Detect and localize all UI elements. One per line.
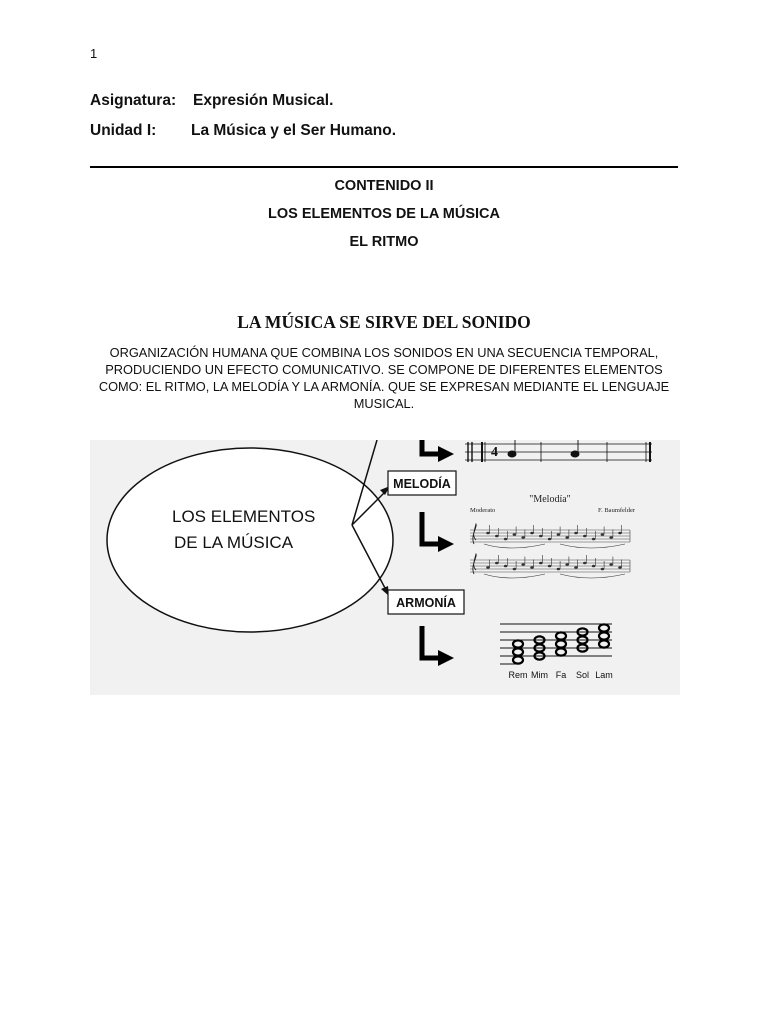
melody-staff-1 <box>470 524 630 548</box>
melody-note <box>565 563 569 566</box>
melody-note <box>495 535 499 538</box>
music-elements-diagram <box>90 440 680 695</box>
chord-note <box>599 624 609 631</box>
heading-rhythm: EL RITMO <box>349 234 419 250</box>
melody-note <box>557 568 561 571</box>
center-label-line1: LOS ELEMENTOS <box>172 507 316 526</box>
melody-note <box>486 566 490 569</box>
melody-note <box>539 562 543 565</box>
intro-paragraph: ORGANIZACIÓN HUMANA QUE COMBINA LOS SONIDOS EN UNA SECUENCIA TEMPORAL, PRODUCIENDO UN EFECTO COMUNICATIVO. SE COMPONE DE DIFERENTES ELEMENTOS COMO: EL RITMO, LA MELODÍA Y LA ARMONÍA. QUE SE EXPRESAN MEDIANTE EL LENGUAJE MUSICAL. <box>98 345 670 411</box>
chord-note <box>513 640 523 647</box>
melody-note <box>504 538 508 541</box>
melody-note <box>574 566 578 569</box>
subject-value: Expresión Musical. <box>193 92 334 109</box>
chord-note <box>556 648 566 655</box>
score-title: "Melodía" <box>529 494 571 505</box>
unit-label: Unidad I: <box>90 122 157 139</box>
melody-note <box>495 562 499 565</box>
chord-note <box>599 640 609 647</box>
melody-note <box>574 532 578 535</box>
harmony-elbow-arrow <box>422 626 454 666</box>
chord-label: Mim <box>531 670 548 680</box>
melody-note <box>539 535 543 538</box>
melody-note <box>530 566 534 569</box>
melody-note <box>548 565 552 568</box>
heading-content: CONTENIDO II <box>334 178 434 194</box>
unit-row <box>90 122 396 140</box>
chord-note <box>513 656 523 663</box>
score-composer: F. Baumfelder <box>598 507 636 514</box>
rhythm-elbow-arrow <box>422 440 454 462</box>
page-number: 1 <box>90 46 98 61</box>
melody-note <box>583 535 587 538</box>
melody-note <box>504 565 508 568</box>
melody-note <box>618 566 622 569</box>
section-title: LA MÚSICA SE SIRVE DEL SONIDO <box>237 312 531 332</box>
chord-label: Fa <box>555 670 567 680</box>
melody-note <box>583 562 587 565</box>
chord-label: Rem <box>508 670 528 680</box>
melody-note <box>565 536 569 539</box>
melody-box-label: MELODÍA <box>393 477 451 491</box>
heading-elements: LOS ELEMENTOS DE LA MÚSICA <box>267 206 500 222</box>
harmony-box-label: ARMONÍA <box>396 596 456 610</box>
chord-label: Sol <box>575 670 590 680</box>
chord-note <box>556 632 566 639</box>
melody-elbow-arrow <box>422 512 454 552</box>
score-tempo: Moderato <box>470 507 496 514</box>
chord-note <box>599 632 609 639</box>
time-signature: 4 <box>491 445 498 460</box>
chord-labels <box>508 670 612 680</box>
unit-value: La Música y el Ser Humano. <box>191 122 397 139</box>
melody-note <box>592 538 596 541</box>
melody-note <box>601 568 605 571</box>
center-label-line2: DE LA MÚSICA <box>174 533 294 552</box>
melody-note <box>513 568 517 571</box>
melody-note <box>513 533 517 536</box>
subject-row <box>90 92 333 110</box>
melody-note <box>530 532 534 535</box>
melody-note <box>609 536 613 539</box>
melody-note <box>618 532 622 535</box>
melody-note <box>557 533 561 536</box>
melody-note <box>486 532 490 535</box>
chord-notes <box>513 624 609 663</box>
subject-label: Asignatura: <box>90 92 177 109</box>
header-divider <box>90 166 678 168</box>
melody-note <box>521 563 525 566</box>
melody-note <box>521 536 525 539</box>
chord-label: Lam <box>595 670 613 680</box>
melody-note <box>609 563 613 566</box>
chord-note <box>513 648 523 655</box>
melody-note <box>601 533 605 536</box>
chord-note <box>556 640 566 647</box>
melody-note <box>592 565 596 568</box>
melody-note <box>548 538 552 541</box>
